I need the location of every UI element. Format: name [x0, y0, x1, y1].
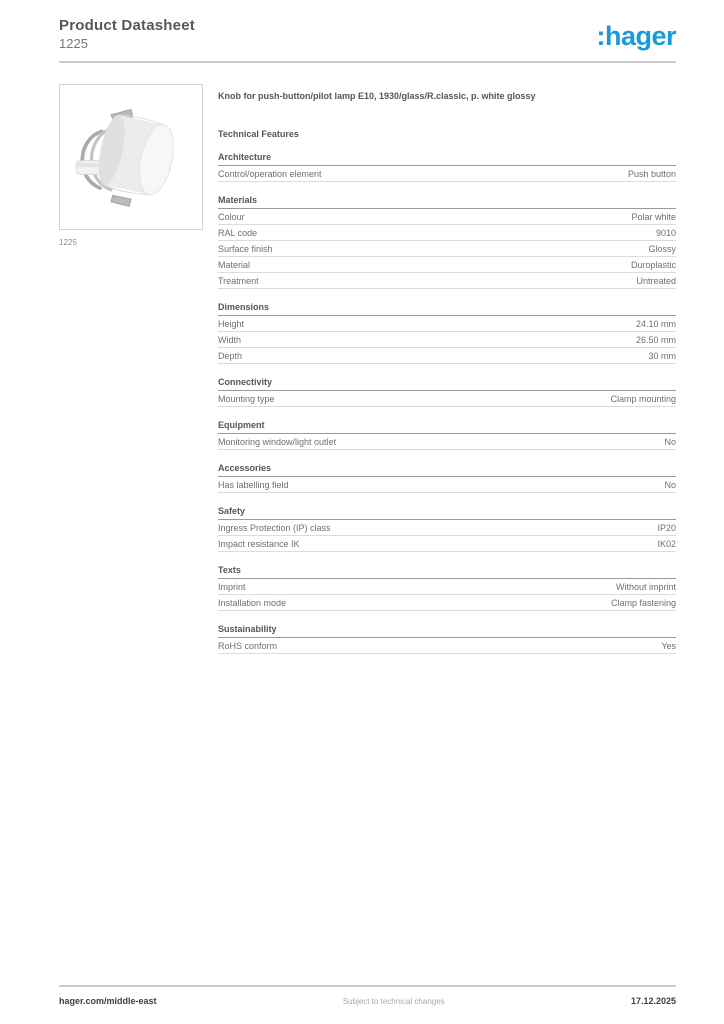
product-image-column [59, 84, 203, 654]
spec-rows [218, 477, 676, 493]
product-image [59, 84, 203, 230]
footer-website: hager.com/middle-east [59, 996, 157, 1006]
spec-section-title: Connectivity [218, 377, 676, 391]
spec-value: Push button [627, 169, 676, 180]
spec-rows [218, 209, 676, 289]
spec-label: Impact resistance IK [218, 539, 300, 550]
spec-section [218, 463, 676, 493]
spec-value: Polar white [631, 212, 676, 223]
spec-section-title: Texts [218, 565, 676, 579]
technical-features-heading: Technical Features [218, 129, 299, 140]
spec-label: Height [218, 319, 245, 330]
page-footer [59, 985, 676, 1006]
spec-rows [218, 638, 676, 654]
spec-section-title: Sustainability [218, 624, 676, 638]
spec-row [218, 348, 676, 364]
spec-value: 26.50 mm [635, 335, 676, 346]
spec-row [218, 579, 676, 595]
spec-rows [218, 434, 676, 450]
image-caption: 1225 [59, 238, 77, 247]
spec-row [218, 391, 676, 407]
hager-logo: :hager [596, 21, 676, 51]
spec-value: Untreated [636, 276, 676, 287]
spec-value: Clamp mounting [610, 394, 676, 405]
spec-label: Has labelling field [218, 480, 289, 491]
spec-label: Mounting type [218, 394, 275, 405]
spec-value: IP20 [657, 523, 676, 534]
spec-value: No [664, 437, 676, 448]
spec-label: Depth [218, 351, 243, 362]
spec-row [218, 273, 676, 289]
spec-value: No [664, 480, 676, 491]
spec-row [218, 316, 676, 332]
spec-row [218, 434, 676, 450]
page-title: Product Datasheet [59, 17, 195, 34]
header-title-block [59, 17, 195, 51]
spec-section [218, 302, 676, 364]
spec-rows [218, 520, 676, 552]
footer-disclaimer: Subject to technical changes [342, 997, 445, 1006]
spec-section [218, 420, 676, 450]
spec-row [218, 595, 676, 611]
spec-label: Treatment [218, 276, 259, 287]
spec-rows [218, 579, 676, 611]
spec-section-title: Accessories [218, 463, 676, 477]
spec-value: Clamp fastening [610, 598, 676, 609]
spec-label: Surface finish [218, 244, 273, 255]
spec-label: Monitoring window/light outlet [218, 437, 337, 448]
spec-row [218, 209, 676, 225]
spec-value: Glossy [648, 244, 676, 255]
spec-row [218, 520, 676, 536]
spec-section-title: Dimensions [218, 302, 676, 316]
spec-label: Imprint [218, 582, 246, 593]
spec-label: RAL code [218, 228, 258, 239]
spec-label: Installation mode [218, 598, 287, 609]
spec-row [218, 638, 676, 654]
spec-section [218, 152, 676, 182]
technical-data-column [218, 84, 676, 654]
spec-row [218, 332, 676, 348]
spec-section [218, 377, 676, 407]
spec-value: IK02 [657, 539, 676, 550]
spec-rows [218, 391, 676, 407]
spec-rows [218, 166, 676, 182]
spec-row [218, 536, 676, 552]
spec-label: Ingress Protection (IP) class [218, 523, 331, 534]
spec-section-title: Equipment [218, 420, 676, 434]
spec-section-title: Safety [218, 506, 676, 520]
spec-value: 24.10 mm [635, 319, 676, 330]
spec-label: Colour [218, 212, 245, 223]
spec-value: Without imprint [615, 582, 676, 593]
spec-section-title: Materials [218, 195, 676, 209]
spec-label: Control/operation element [218, 169, 322, 180]
spec-row [218, 241, 676, 257]
spec-row [218, 477, 676, 493]
spec-value: Yes [661, 641, 676, 652]
spec-section [218, 565, 676, 611]
product-title: Knob for push-button/pilot lamp E10, 1930/glass/R.classic, p. white glossy [218, 91, 536, 101]
footer-date: 17.12.2025 [630, 996, 676, 1006]
product-reference: 1225 [59, 36, 88, 51]
spec-value: Duroplastic [630, 260, 676, 271]
spec-label: RoHS conform [218, 641, 278, 652]
spec-row [218, 225, 676, 241]
spec-value: 9010 [655, 228, 676, 239]
spec-rows [218, 316, 676, 364]
technical-sections [218, 152, 676, 654]
spec-section [218, 624, 676, 654]
knob-product-illustration [67, 93, 195, 221]
spec-value: 30 mm [648, 351, 676, 362]
main-content [0, 63, 724, 654]
spec-section-title: Architecture [218, 152, 676, 166]
spec-label: Width [218, 335, 242, 346]
page-header [0, 0, 724, 51]
spec-label: Material [218, 260, 251, 271]
spec-section [218, 195, 676, 289]
spec-row [218, 166, 676, 182]
spec-section [218, 506, 676, 552]
spec-row [218, 257, 676, 273]
